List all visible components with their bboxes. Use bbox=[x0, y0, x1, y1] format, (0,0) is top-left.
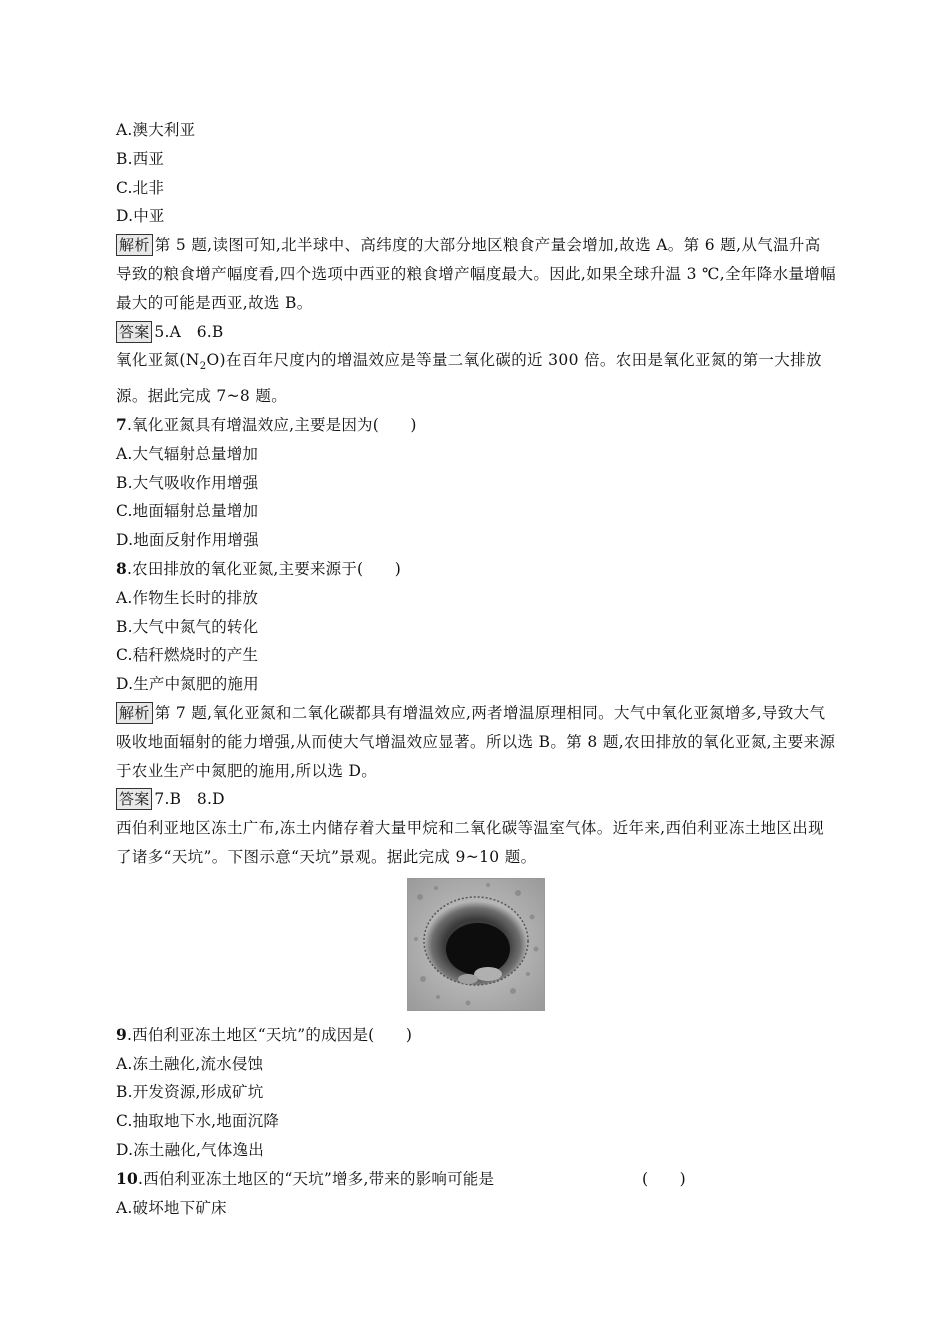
answer-tag: 答案 bbox=[116, 321, 152, 343]
option-c: C.秸秆燃烧时的产生 bbox=[116, 646, 259, 665]
analysis-tag: 解析 bbox=[116, 702, 153, 724]
question-text: .农田排放的氧化亚氮,主要来源于( ) bbox=[127, 560, 401, 579]
option-c: C.地面辐射总量增加 bbox=[116, 502, 259, 521]
option-b: B.大气吸收作用增强 bbox=[116, 473, 259, 492]
option-a: A.作物生长时的排放 bbox=[116, 588, 259, 607]
intro-paragraph: 西伯利亚地区冻土广布,冻土内储存着大量甲烷和二氧化碳等温室气体。近年来,西伯利亚冻土地区出现了诸多“天坑”。下图示意“天坑”景观。据此完成 9~10 题。 bbox=[116, 819, 824, 867]
question-7 bbox=[116, 411, 836, 555]
question-number: 8 bbox=[116, 559, 127, 579]
subscript: 2 bbox=[199, 361, 207, 373]
question-stem bbox=[116, 411, 836, 440]
analysis-text: 第 7 题,氧化亚氮和二氧化碳都具有增温效应,两者增温原理相同。大气中氧化亚氮增多,导致大气吸收地面辐射的能力增强,从而使大气增温效应显著。所以选 B。第 8 题,农田排放的氧化亚氮,主要来源于农业生产中氮肥的施用,所以选 D。 bbox=[116, 704, 836, 780]
option-d: D.冻土融化,气体逸出 bbox=[116, 1141, 264, 1159]
option-a: A.破坏地下矿床 bbox=[116, 1198, 227, 1217]
question-stem bbox=[116, 555, 836, 584]
answer-paren: ( ) bbox=[642, 1169, 686, 1188]
option-a: A.大气辐射总量增加 bbox=[116, 444, 259, 463]
answer-tag: 答案 bbox=[116, 788, 152, 810]
option-b: B.大气中氮气的转化 bbox=[116, 617, 259, 636]
option-d: D.生产中氮肥的施用 bbox=[116, 675, 259, 694]
question-text: .氧化亚氮具有增温效应,主要是因为( ) bbox=[127, 416, 417, 435]
question-9 bbox=[116, 1021, 836, 1165]
question-number: 9 bbox=[116, 1024, 127, 1044]
option-b: B.开发资源,形成矿坑 bbox=[116, 1083, 264, 1102]
question-number: 10 bbox=[116, 1168, 138, 1188]
analysis-block bbox=[116, 231, 836, 317]
option-d: D.地面反射作用增强 bbox=[116, 531, 259, 550]
answer-text: 7.B 8.D bbox=[154, 790, 225, 809]
question-stem bbox=[116, 1021, 836, 1050]
analysis-block bbox=[116, 699, 836, 785]
option-a: A.澳大利亚 bbox=[116, 121, 196, 139]
option-b: B.西亚 bbox=[116, 149, 165, 168]
analysis-text: 第 5 题,读图可知,北半球中、高纬度的大部分地区粮食产量会增加,故选 A。第 6 题,从气温升高导致的粮食增产幅度看,四个选项中西亚的粮食增产幅度最大。因此,如果全球升温 3 ℃,全年降水量增幅最大的可能是西亚,故选 B。 bbox=[116, 236, 836, 312]
question-text: .西伯利亚冻土地区的“天坑”增多,带来的影响可能是 bbox=[137, 1169, 495, 1188]
question-stem bbox=[116, 1165, 836, 1194]
question-text: .西伯利亚冻土地区“天坑”的成因是( ) bbox=[127, 1025, 413, 1044]
question-10 bbox=[116, 1165, 836, 1223]
intro-text-b: O)在百年尺度内的增温效应是等量二氧化碳的近 300 倍。农田是氧化亚氮的第一大排放源。据此完成 7~8 题。 bbox=[116, 351, 822, 406]
document-page bbox=[116, 116, 836, 1222]
answer-block bbox=[116, 785, 836, 814]
analysis-tag: 解析 bbox=[116, 234, 153, 256]
intro-paragraph bbox=[116, 346, 836, 411]
sinkhole-image bbox=[408, 879, 544, 1010]
q6-options bbox=[116, 116, 836, 231]
sinkhole-photo bbox=[407, 878, 545, 1011]
question-8 bbox=[116, 555, 836, 699]
question-number: 7 bbox=[116, 415, 127, 435]
option-a: A.冻土融化,流水侵蚀 bbox=[116, 1054, 264, 1073]
option-c: C.抽取地下水,地面沉降 bbox=[116, 1112, 280, 1131]
intro-text-a: 氧化亚氮(N bbox=[116, 351, 200, 370]
option-c: C.北非 bbox=[116, 178, 165, 197]
answer-text: 5.A 6.B bbox=[154, 322, 224, 341]
answer-block bbox=[116, 318, 836, 347]
option-d: D.中亚 bbox=[116, 207, 165, 226]
